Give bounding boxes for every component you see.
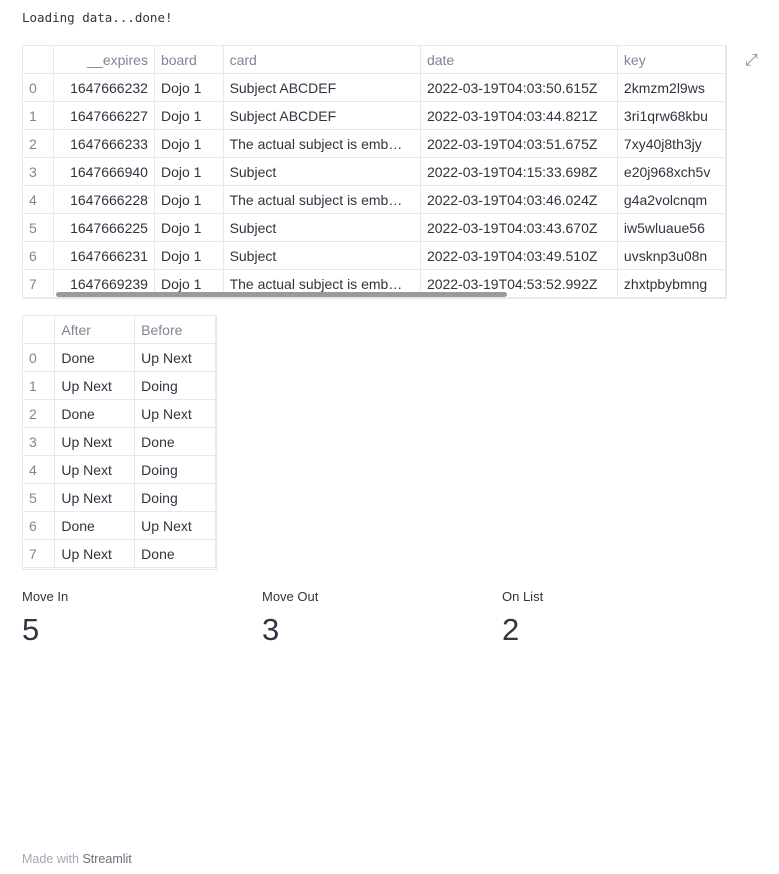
table-cell[interactable]: iw5wluaue56	[617, 214, 725, 242]
table-cell[interactable]: e20j968xch5v	[617, 158, 725, 186]
metric-value: 2	[502, 612, 520, 647]
table-cell[interactable]: Doing	[135, 372, 216, 400]
moves-table	[23, 316, 216, 568]
table-cell[interactable]: Dojo 1	[154, 102, 223, 130]
table-cell[interactable]: 2022-03-19T04:03:51.675Z	[420, 130, 617, 158]
dataframe-cards[interactable]	[22, 45, 727, 299]
row-index[interactable]: 3	[23, 158, 54, 186]
table-cell[interactable]: 3ri1qrw68kbu	[617, 102, 725, 130]
row-index[interactable]: 0	[23, 74, 54, 102]
streamlit-link[interactable]: Streamlit	[82, 852, 132, 866]
metric-label: On List	[502, 589, 544, 604]
metric-label: Move In	[22, 589, 69, 604]
table-cell[interactable]: 1647666233	[54, 130, 155, 158]
table-cell[interactable]: 1647666228	[54, 186, 155, 214]
column-header[interactable]: key	[617, 46, 725, 74]
table-cell[interactable]: 1647666940	[54, 158, 155, 186]
table-cell[interactable]: Dojo 1	[154, 186, 223, 214]
metric-move-in	[22, 589, 68, 648]
table-cell[interactable]: 2022-03-19T04:03:46.024Z	[420, 186, 617, 214]
table-cell[interactable]: Up Next	[55, 484, 135, 512]
column-header[interactable]	[23, 46, 54, 74]
status-text: Loading data...done!	[22, 10, 173, 25]
table-cell[interactable]: zhxtpbybmng	[617, 270, 725, 298]
table-cell[interactable]: 2022-03-19T04:03:50.615Z	[420, 74, 617, 102]
table-cell[interactable]: Doing	[135, 484, 216, 512]
table-cell[interactable]: Dojo 1	[154, 130, 223, 158]
row-index[interactable]: 2	[23, 400, 55, 428]
table-cell[interactable]: Subject ABCDEF	[223, 102, 420, 130]
table-row	[23, 74, 726, 102]
column-header[interactable]	[23, 316, 55, 344]
table-row	[23, 456, 216, 484]
footer-prefix: Made with	[22, 852, 83, 866]
column-header[interactable]: date	[420, 46, 617, 74]
metric-label: Move Out	[262, 589, 319, 604]
table-cell[interactable]: 2kmzm2l9ws	[617, 74, 725, 102]
metric-value: 3	[262, 612, 280, 647]
table-cell[interactable]: Done	[55, 512, 135, 540]
row-index[interactable]: 5	[23, 214, 54, 242]
table-row	[23, 102, 726, 130]
table-row	[23, 344, 216, 372]
table-cell[interactable]: Dojo 1	[154, 270, 223, 298]
table-row	[23, 214, 726, 242]
row-index[interactable]: 6	[23, 512, 55, 540]
table-cell[interactable]: Subject ABCDEF	[223, 74, 420, 102]
table-cell[interactable]: The actual subject is emb…	[223, 270, 420, 298]
metric-value: 5	[22, 612, 40, 647]
dataframe-moves[interactable]	[22, 315, 217, 570]
column-header[interactable]: After	[55, 316, 135, 344]
row-index[interactable]: 7	[23, 540, 55, 568]
footer	[22, 852, 132, 866]
row-index[interactable]: 6	[23, 242, 54, 270]
table-cell[interactable]: Done	[55, 400, 135, 428]
table-cell[interactable]: 1647669239	[54, 270, 155, 298]
table-row	[23, 400, 216, 428]
table-cell[interactable]: Up Next	[135, 400, 216, 428]
table-cell[interactable]: Up Next	[135, 344, 216, 372]
table-cell[interactable]: 2022-03-19T04:53:52.992Z	[420, 270, 617, 298]
row-index[interactable]: 5	[23, 484, 55, 512]
row-index[interactable]: 3	[23, 428, 55, 456]
table-cell[interactable]: Up Next	[55, 540, 135, 568]
horizontal-scrollbar[interactable]	[56, 292, 507, 297]
column-header[interactable]: __expires	[54, 46, 155, 74]
table-cell[interactable]: Done	[55, 344, 135, 372]
table-cell[interactable]: 1647666225	[54, 214, 155, 242]
table-cell[interactable]: Up Next	[55, 372, 135, 400]
table-cell[interactable]: 2022-03-19T04:03:44.821Z	[420, 102, 617, 130]
row-index[interactable]: 7	[23, 270, 54, 298]
table-cell[interactable]: Subject	[223, 214, 420, 242]
table-cell[interactable]: Done	[135, 540, 216, 568]
table-row	[23, 186, 726, 214]
table-row	[23, 540, 216, 568]
table-cell[interactable]: 1647666232	[54, 74, 155, 102]
table-cell[interactable]: Subject	[223, 158, 420, 186]
table-cell[interactable]: 2022-03-19T04:15:33.698Z	[420, 158, 617, 186]
metric-on-list	[502, 589, 543, 648]
table-cell[interactable]: Up Next	[55, 456, 135, 484]
table-cell[interactable]: Subject	[223, 242, 420, 270]
table-cell[interactable]: The actual subject is emb…	[223, 186, 420, 214]
table-cell[interactable]: Up Next	[135, 512, 216, 540]
table-row	[23, 158, 726, 186]
table-cell[interactable]: Dojo 1	[154, 242, 223, 270]
column-header[interactable]: card	[223, 46, 420, 74]
row-index[interactable]: 1	[23, 102, 54, 130]
fullscreen-expand-icon[interactable]: ⤢	[745, 52, 758, 69]
row-index[interactable]: 1	[23, 372, 55, 400]
table-cell[interactable]: 1647666227	[54, 102, 155, 130]
table-cell[interactable]: Dojo 1	[154, 158, 223, 186]
table-cell[interactable]: Done	[135, 428, 216, 456]
table-row	[23, 428, 216, 456]
cards-table	[23, 46, 726, 298]
table-row	[23, 130, 726, 158]
table-cell[interactable]: 1647666231	[54, 242, 155, 270]
table-cell[interactable]: g4a2volcnqm	[617, 186, 725, 214]
column-header[interactable]: Before	[135, 316, 216, 344]
table-cell[interactable]: Doing	[135, 456, 216, 484]
table-cell[interactable]: 2022-03-19T04:03:43.670Z	[420, 214, 617, 242]
table-cell[interactable]: 7xy40j8th3jy	[617, 130, 725, 158]
column-header[interactable]: board	[154, 46, 223, 74]
table-cell[interactable]: Dojo 1	[154, 74, 223, 102]
row-index[interactable]: 2	[23, 130, 54, 158]
row-index[interactable]: 0	[23, 344, 55, 372]
table-cell[interactable]: Up Next	[55, 428, 135, 456]
table-cell[interactable]: uvsknp3u08n	[617, 242, 725, 270]
table-cell[interactable]: Dojo 1	[154, 214, 223, 242]
metric-move-out	[262, 589, 318, 648]
row-index[interactable]: 4	[23, 186, 54, 214]
table-row	[23, 484, 216, 512]
table-row	[23, 242, 726, 270]
table-cell[interactable]: The actual subject is emb…	[223, 130, 420, 158]
table-row	[23, 512, 216, 540]
row-index[interactable]: 4	[23, 456, 55, 484]
table-cell[interactable]: 2022-03-19T04:03:49.510Z	[420, 242, 617, 270]
table-row	[23, 372, 216, 400]
